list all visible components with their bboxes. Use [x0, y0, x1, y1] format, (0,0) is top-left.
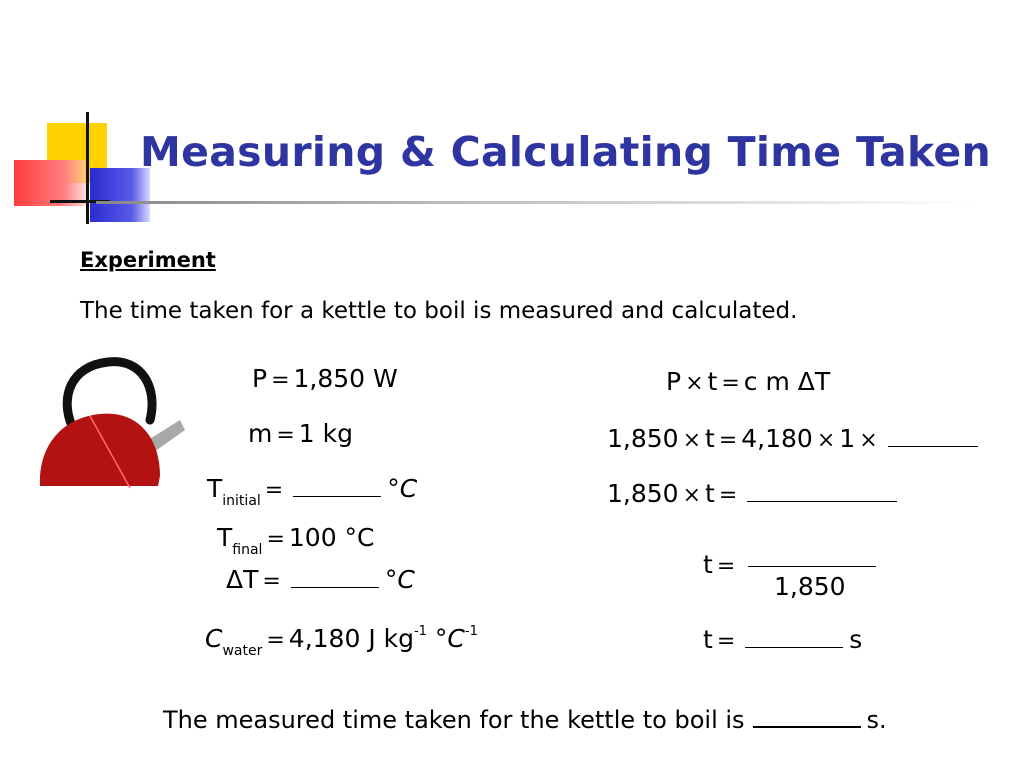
power-symbol: P — [252, 364, 268, 393]
conclusion-sentence — [163, 704, 887, 734]
working-power: 1,850 — [607, 479, 679, 508]
c-water-equation — [205, 624, 478, 659]
mass-equation — [248, 421, 353, 447]
power-value: 1,850 W — [293, 364, 398, 393]
working-t: t — [703, 625, 713, 654]
equals-sign: = — [718, 483, 738, 508]
fraction-bar — [748, 566, 876, 567]
c-water-subscript: water — [222, 643, 263, 659]
equals-sign: = — [276, 423, 295, 448]
equals-sign: = — [721, 371, 740, 396]
c-water-value: 4,180 J kg — [288, 624, 414, 653]
working-c: 4,180 — [741, 424, 813, 453]
working-energy-blank — [747, 499, 897, 502]
working-t: t — [703, 550, 713, 579]
working-t: t — [707, 367, 718, 396]
working-rhs: c m ΔT — [743, 367, 831, 396]
power-equation — [252, 366, 398, 392]
title-ornament — [0, 0, 160, 240]
working-time-unit: s — [849, 625, 863, 654]
working-line-3 — [607, 481, 903, 507]
working-line-2 — [607, 426, 984, 452]
equals-sign: = — [716, 629, 736, 654]
working-delta-t-blank — [888, 444, 978, 447]
working-m: 1 — [839, 424, 856, 453]
equals-sign: = — [266, 527, 285, 552]
c-water-unit: °C — [434, 624, 465, 653]
mass-value: 1 kg — [298, 419, 353, 448]
working-t: t — [705, 424, 715, 453]
conclusion-text: The measured time taken for the kettle to boil is — [163, 706, 745, 734]
t-final-subscript: final — [232, 542, 263, 558]
delta-t-blank — [291, 585, 379, 588]
t-initial-blank — [293, 494, 381, 497]
equals-sign: = — [718, 428, 738, 453]
equals-sign: = — [271, 368, 290, 393]
mass-symbol: m — [248, 419, 273, 448]
equals-sign: = — [264, 478, 284, 503]
fraction-denominator: 1,850 — [774, 572, 846, 601]
t-final-equation — [217, 523, 375, 558]
title-rule — [96, 201, 976, 204]
working-line-4 — [703, 552, 739, 578]
delta-t-unit: °C — [384, 565, 415, 594]
working-p: P — [666, 367, 682, 396]
t-initial-symbol: T — [207, 474, 223, 503]
c-water-exponent-1: -1 — [413, 624, 427, 639]
working-power: 1,850 — [607, 424, 679, 453]
working-t: t — [705, 479, 715, 508]
times-sign: × — [816, 428, 836, 453]
ornament-vertical-line — [86, 112, 89, 224]
conclusion-unit: s. — [866, 706, 887, 734]
ornament-blue-square — [90, 168, 150, 222]
times-sign: × — [859, 428, 878, 453]
section-heading: Experiment — [80, 248, 216, 272]
t-initial-equation — [207, 474, 418, 509]
c-water-exponent-2: -1 — [464, 624, 478, 639]
working-line-1 — [666, 369, 830, 395]
delta-t-equation — [226, 567, 415, 593]
slide-title: Measuring & Calculating Time Taken — [140, 128, 991, 176]
t-final-value: 100 °C — [288, 523, 375, 552]
delta-t-symbol: ΔT — [226, 565, 259, 594]
equals-sign: = — [262, 569, 281, 594]
kettle-icon — [30, 348, 200, 498]
c-water-symbol: C — [205, 624, 223, 653]
t-initial-unit: °C — [387, 474, 418, 503]
intro-text: The time taken for a kettle to boil is measured and calculated. — [80, 298, 798, 324]
equals-sign: = — [716, 554, 736, 579]
t-initial-subscript: initial — [222, 493, 261, 509]
working-line-5 — [703, 627, 862, 653]
times-sign: × — [685, 371, 704, 396]
t-final-symbol: T — [217, 523, 233, 552]
times-sign: × — [682, 428, 702, 453]
times-sign: × — [682, 483, 702, 508]
equals-sign: = — [266, 628, 285, 653]
working-time-blank — [745, 645, 843, 648]
conclusion-blank — [753, 704, 861, 728]
